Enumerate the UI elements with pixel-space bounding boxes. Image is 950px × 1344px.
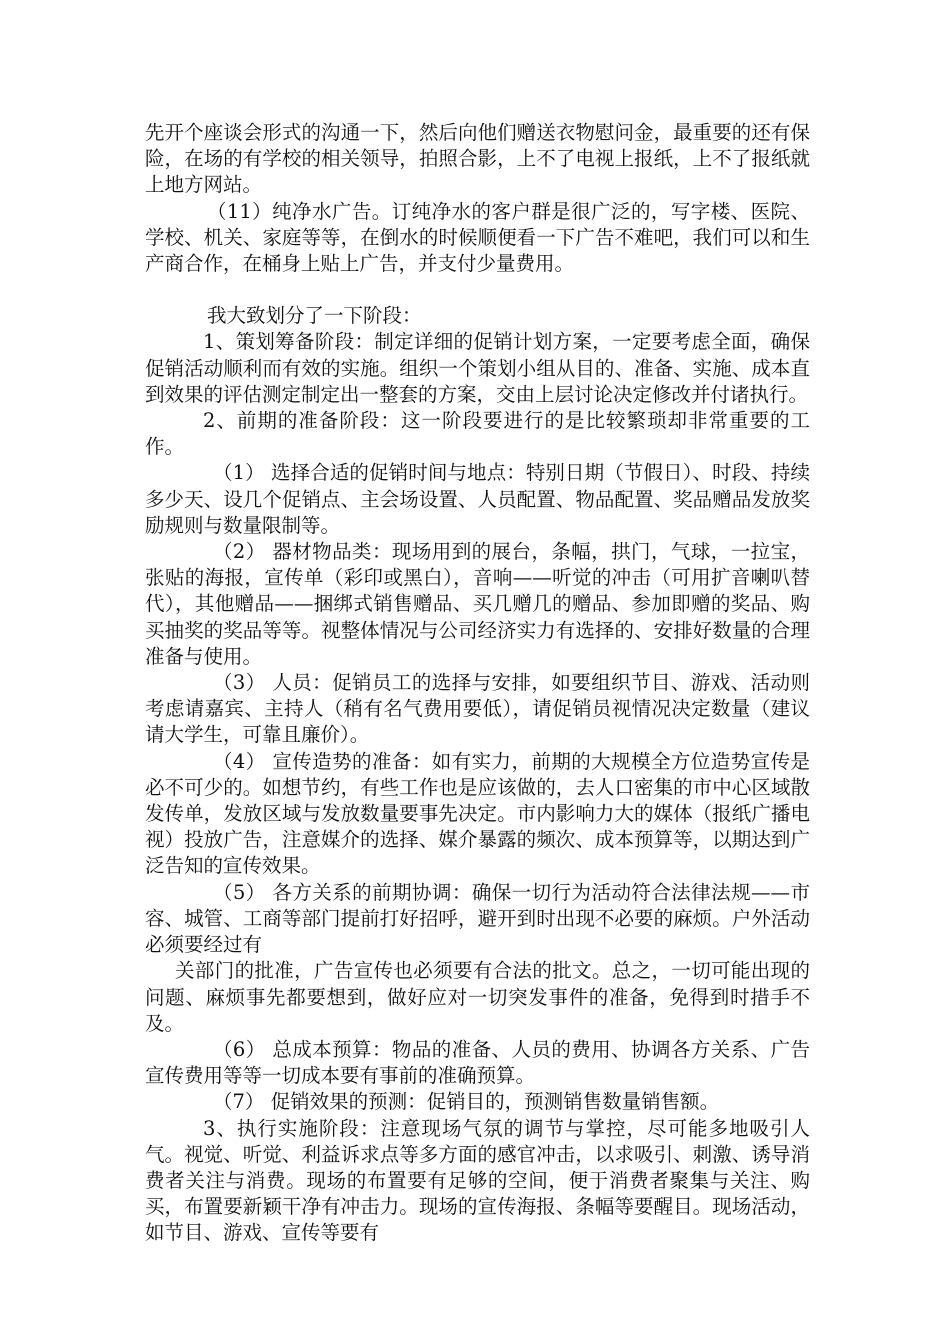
paragraph-stage-preparation: 2、前期的准备阶段：这一阶段要进行的是比较繁琐却非常重要的工作。 (145, 409, 810, 459)
document-body (145, 120, 810, 1247)
paragraph-prep-staff: （3） 人员：促销员工的选择与安排，如要组织节目、游戏、活动则考虑请嘉宾、主持人（稍有名气费用要低），请促销员视情况决定数量（建议请大学生，可靠且廉价）。 (145, 671, 810, 747)
paragraph-prep-forecast: （7） 促销效果的预测：促销目的，预测销售数量销售额。 (213, 1090, 720, 1114)
paragraph-stage-execution: 3、执行实施阶段：注意现场气氛的调节与掌控，尽可能多地吸引人气。视觉、听觉、利益诉求点等多方面的感官冲击，以求吸引、刺激、诱导消费者关注与消费。现场的布置要有足够的空间，便于消费者聚集与关注、购买，布置要新颖干净有冲击力。现场的宣传海报、条幅等要醒目。现场活动，如节目、游戏、宣传等要有 (145, 1116, 810, 1245)
paragraph-prep-equipment: （2） 器材物品类：现场用到的展台，条幅，拱门，气球，一拉宝，张贴的海报，宣传单（彩印或黑白），音响——听觉的冲击（可用扩音喇叭替代），其他赠品——捆绑式销售赠品、买几赠几的赠品、参加即赠的奖品、购买抽奖的奖品等等。视整体情况与公司经济实力有选择的、安排好数量的合理准备与使用。 (145, 540, 810, 668)
paragraph-prep-budget: （6） 总成本预算：物品的准备、人员的费用、协调各方关系、广告宣传费用等等一切成本要有事前的准确预算。 (145, 1037, 810, 1088)
blank-line (145, 277, 810, 303)
paragraph-prep-relations-continued: 关部门的批准，广告宣传也必须要有合法的批文。总之，一切可能出现的问题、麻烦事先都要想到，做好应对一切突发事件的准备，免得到时措手不及。 (145, 959, 810, 1035)
paragraph-stages-intro: 我大致划分了一下阶段： (207, 304, 422, 328)
paragraph-stage-planning: 1、策划筹备阶段：制定详细的促销计划方案，一定要考虑全面，确保促销活动顺利而有效的实施。组织一个策划小组从目的、准备、实施、成本直到效果的评估测定制定出一整套的方案，交由上层讨论决定修改并付诸执行。 (145, 330, 810, 406)
paragraph-meeting-insurance: 先开个座谈会形式的沟通一下，然后向他们赠送衣物慰问金，最重要的还有保险，在场的有学校的相关领导，拍照合影，上不了电视上报纸，上不了报纸就上地方网站。 (145, 121, 810, 197)
paragraph-prep-time-place: （1） 选择合适的促销时间与地点：特别日期（节假日）、时段、持续多少天、设几个促销点、主会场设置、人员配置、物品配置、奖品赠品发放奖励规则与数量限制等。 (145, 461, 810, 537)
paragraph-prep-relations: （5） 各方关系的前期协调：确保一切行为活动符合法律法规——市容、城管、工商等部门提前打好招呼，避开到时出现不必要的麻烦。户外活动必须要经过有 (145, 880, 810, 957)
paragraph-prep-publicity: （4） 宣传造势的准备：如有实力，前期的大规模全方位造势宣传是必不可少的。如想节约，有些工作也是应该做的，去人口密集的市中心区域散发传单，发放区域与发放数量要事先决定。市内影响力大的媒体（报纸广播电视）投放广告，注意媒介的选择、媒介暴露的频次、成本预算等，以期达到广泛告知的宣传效果。 (145, 749, 810, 878)
paragraph-water-ads: （11）纯净水广告。订纯净水的客户群是很广泛的，写字楼、医院、学校、机关、家庭等等，在倒水的时候顺便看一下广告不难吧，我们可以和生产商合作，在桶身上贴上广告，并支付少量费用。 (145, 199, 810, 276)
